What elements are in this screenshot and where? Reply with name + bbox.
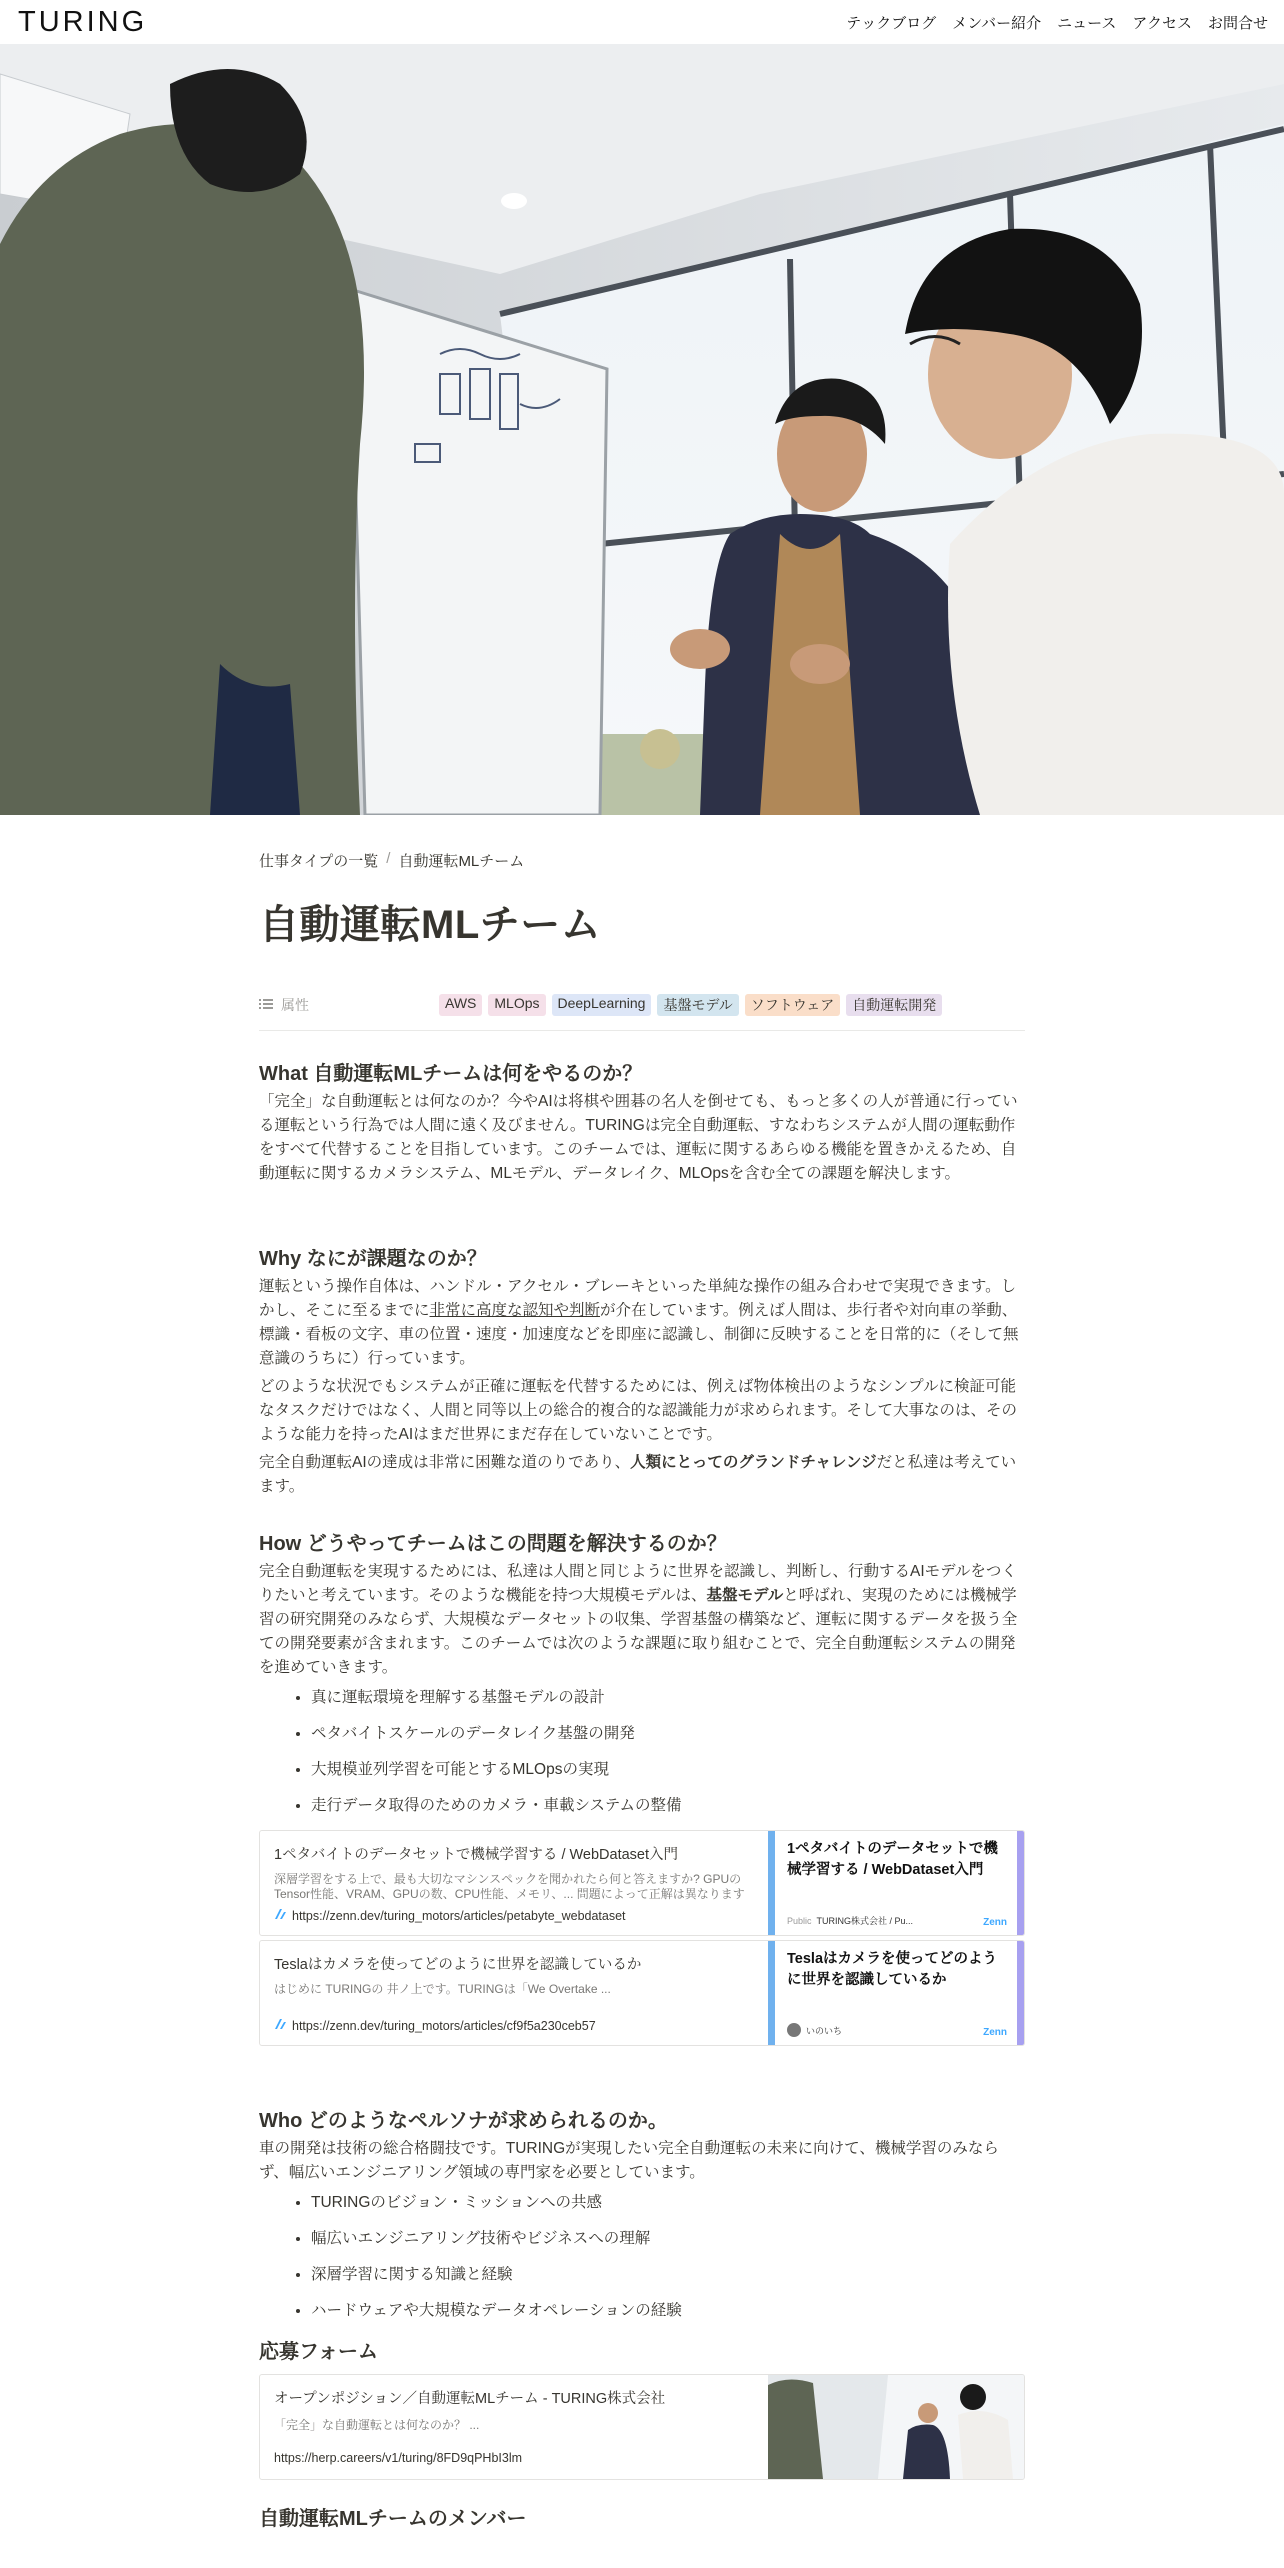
site-header xyxy=(0,0,1284,44)
what-section xyxy=(259,1057,1025,1186)
bookmark-url: https://zenn.dev/turing_motors/articles/cf9f5a230ceb57 xyxy=(292,2018,596,2033)
bookmark-url-row xyxy=(274,1908,626,1923)
list-item: • TURINGのビジョン・ミッションへの共感 xyxy=(311,2191,1025,2215)
why-p3-text-after: だと私達は考えています。 xyxy=(259,1454,1017,1495)
who-body: 車の開発は技術の総合格闘技です。TURINGが実現したい完全自動運転の未来に向けて、機械学習のみならず、幅広いエンジニアリング領域の専門家を必要としています。 xyxy=(259,2140,999,2181)
hero-photo xyxy=(0,44,1284,815)
apply-card-text xyxy=(260,2375,768,2479)
bookmark-text xyxy=(260,1831,768,1935)
who-list xyxy=(259,2191,1025,2323)
apply-card-thumbnail xyxy=(768,2375,1024,2479)
tag-mlops: MLOps xyxy=(488,994,545,1016)
bookmark-text xyxy=(260,1941,768,2045)
list-icon xyxy=(259,997,273,1014)
nav-members[interactable]: メンバー紹介 xyxy=(952,14,1042,32)
why-p3-bold: 人類にとってのグランドチャレンジ xyxy=(630,1454,877,1471)
thumbnail-title: 1ペタバイトのデータセットで機械学習する / WebDataset入門 xyxy=(787,1841,998,1878)
how-body xyxy=(259,1560,1025,1680)
why-section xyxy=(259,1242,1025,1499)
bookmark-card-webdataset[interactable] xyxy=(259,1830,1025,1936)
breadcrumb-separator: / xyxy=(386,850,391,867)
bookmark-card-tesla[interactable] xyxy=(259,1940,1025,2046)
list-item: • 大規模並列学習を可能とするMLOpsの実現 xyxy=(311,1758,1025,1782)
how-section xyxy=(259,1527,1025,2046)
who-heading: Who どのようなペルソナが求められるのか。 xyxy=(259,2110,668,2132)
tag-foundation-model: 基盤モデル xyxy=(657,994,738,1016)
bookmark-description: はじめに TURINGの 井ノ上です。TURINGは「We Overtake ... xyxy=(274,1982,611,1996)
breadcrumb xyxy=(259,850,1025,871)
tag-software: ソフトウェア xyxy=(745,994,840,1016)
properties-label xyxy=(259,995,439,1015)
apply-section xyxy=(259,2335,1025,2480)
apply-heading: 応募フォーム xyxy=(259,2341,378,2363)
properties-row xyxy=(259,994,1025,1016)
nav-contact[interactable]: お問合せ xyxy=(1207,14,1268,32)
why-paragraph-2: どのような状況でもシステムが正確に運転を代替するためには、例えば物体検出のようなシンプルに検証可能なタスクだけではなく、人間と同等以上の総合的複合的な認識能力が求められます。そして大事なのは、そのような能力を持ったAIはまだ世界にまだ存在していないことです。 xyxy=(259,1378,1017,1443)
why-p1-text-after: が介在しています。例えば人間は、歩行者や対向車の挙動、標識・看板の文字、車の位置・速度・加速度などを即座に認識し、制御に反映することを日常的に（そして無意識のうちに）行っています。 xyxy=(259,1302,1019,1367)
thumbnail-author-prefix: Public xyxy=(787,1915,812,1926)
apply-card-description: 「完全」な自動運転とは何なのか？ ... xyxy=(274,2418,480,2432)
zenn-icon xyxy=(274,2018,286,2033)
members-section xyxy=(259,2502,1025,2531)
zenn-icon xyxy=(274,1908,286,1923)
why-paragraph-3 xyxy=(259,1451,1025,1499)
breadcrumb-parent[interactable]: 仕事タイプの一覧 xyxy=(259,853,379,870)
list-item: • 深層学習に関する知識と経験 xyxy=(311,2263,1025,2287)
tag-list xyxy=(439,994,942,1016)
bookmark-thumbnail xyxy=(768,1941,1024,2045)
why-heading: Why なにが課題なのか？ xyxy=(259,1248,487,1270)
how-heading: How どうやってチームはこの問題を解決するのか？ xyxy=(259,1533,727,1555)
why-paragraph-1 xyxy=(259,1275,1025,1371)
thumbnail-author-name: TURING株式会社 / Pu... xyxy=(816,1916,914,1926)
properties-label-text: 属性 xyxy=(281,997,309,1013)
who-section xyxy=(259,2104,1025,2323)
nav-tech-blog[interactable]: テックブログ xyxy=(846,14,937,32)
thumbnail-author xyxy=(787,1914,913,1927)
members-heading: 自動運転MLチームのメンバー xyxy=(259,2508,527,2530)
apply-card-url: https://herp.careers/v1/turing/8FD9qPHbI3lm xyxy=(274,2451,523,2465)
page-title: 自動運転MLチーム xyxy=(259,903,602,947)
nav-access[interactable]: アクセス xyxy=(1132,14,1192,32)
list-item: • 幅広いエンジニアリング技術やビジネスへの理解 xyxy=(311,2227,1025,2251)
bookmark-description: 深層学習をする上で、最も大切なマシンスペックを聞かれたら何と答えますか? GPUのTensor性能、VRAM、GPUの数、CPU性能、メモリ、... 問題によって正解は異なります xyxy=(274,1872,745,1901)
apply-form-card[interactable] xyxy=(259,2374,1025,2480)
turing-logo[interactable]: TURING xyxy=(18,5,148,38)
how-list xyxy=(259,1686,1025,1818)
apply-card-title: オープンポジション／自動運転MLチーム - TURING株式会社 xyxy=(274,2391,666,2407)
bookmark-title: Teslaはカメラを使ってどのように世界を認識しているか xyxy=(274,1957,642,1973)
tag-deeplearning: DeepLearning xyxy=(552,994,652,1016)
how-bold: 基盤モデル xyxy=(706,1587,784,1604)
main-nav xyxy=(846,12,1268,33)
why-p3-text: 完全自動運転AIの達成は非常に困難な道のりであり、 xyxy=(259,1454,631,1471)
page-content xyxy=(259,815,1025,2531)
why-p1-text: 運転という操作自体は、ハンドル・アクセル・ブレーキといった単純な操作の組み合わせで実現できます。しかし、そこに至るまでに xyxy=(259,1278,1017,1319)
nav-news[interactable]: ニュース xyxy=(1057,14,1117,32)
zenn-logo: Zenn xyxy=(983,2027,1007,2038)
why-p1-underline: 非常に高度な認知や判断 xyxy=(429,1302,601,1319)
thumbnail-title: Teslaはカメラを使ってどのように世界を認識しているか xyxy=(787,1951,998,1988)
zenn-logo: Zenn xyxy=(983,1917,1007,1928)
tag-autonomous-driving: 自動運転開発 xyxy=(846,994,942,1016)
breadcrumb-current[interactable]: 自動運転MLチーム xyxy=(398,853,525,870)
list-item: • ハードウェアや大規模なデータオペレーションの経験 xyxy=(311,2299,1025,2323)
bookmark-url-row xyxy=(274,2018,596,2033)
what-body: 「完全」な自動運転とは何なのか？今やAIは将棋や囲碁の名人を倒せても、もっと多くの人が普通に行っている運転という行為では人間に遠く及びません。TURINGは完全自動運転、すなわちシステムが人間の運転動作をすべて代替することを目指しています。このチームでは、運転に関するあらゆる機能を置きかえるため、自動運転に関するカメラシステム、MLモデル、データレイク、MLOpsを含む全ての課題を解決します。 xyxy=(259,1093,1018,1182)
tag-aws: AWS xyxy=(439,994,482,1016)
thumbnail-author xyxy=(787,2023,842,2037)
what-heading: What 自動運転MLチームは何をやるのか？ xyxy=(259,1063,643,1085)
thumbnail-author-name: いのいち xyxy=(806,2025,843,2036)
bookmark-url: https://zenn.dev/turing_motors/articles/petabyte_webdataset xyxy=(292,1908,626,1923)
bookmark-thumbnail xyxy=(768,1831,1024,1935)
how-text: 完全自動運転を実現するためには、私達は人間と同じように世界を認識し、判断し、行動するAIモデルをつくりたいと考えています。そのような機能を持つ大規模モデルは、 xyxy=(259,1563,1017,1604)
divider xyxy=(259,1030,1025,1031)
author-avatar xyxy=(787,2023,801,2037)
list-item: • ペタバイトスケールのデータレイク基盤の開発 xyxy=(311,1722,1025,1746)
bookmark-title: 1ペタバイトのデータセットで機械学習する / WebDataset入門 xyxy=(274,1847,679,1863)
list-item: • 走行データ取得のためのカメラ・車載システムの整備 xyxy=(311,1794,1025,1818)
how-text-after: と呼ばれ、実現のためには機械学習の研究開発のみならず、大規模なデータセットの収集、学習基盤の構築など、運転に関するデータを扱う全ての開発要素が含まれます。このチームでは次のような課題に取り組むことで、完全自動運転システムの開発を進めていきます。 xyxy=(259,1587,1018,1676)
list-item: • 真に運転環境を理解する基盤モデルの設計 xyxy=(311,1686,1025,1710)
